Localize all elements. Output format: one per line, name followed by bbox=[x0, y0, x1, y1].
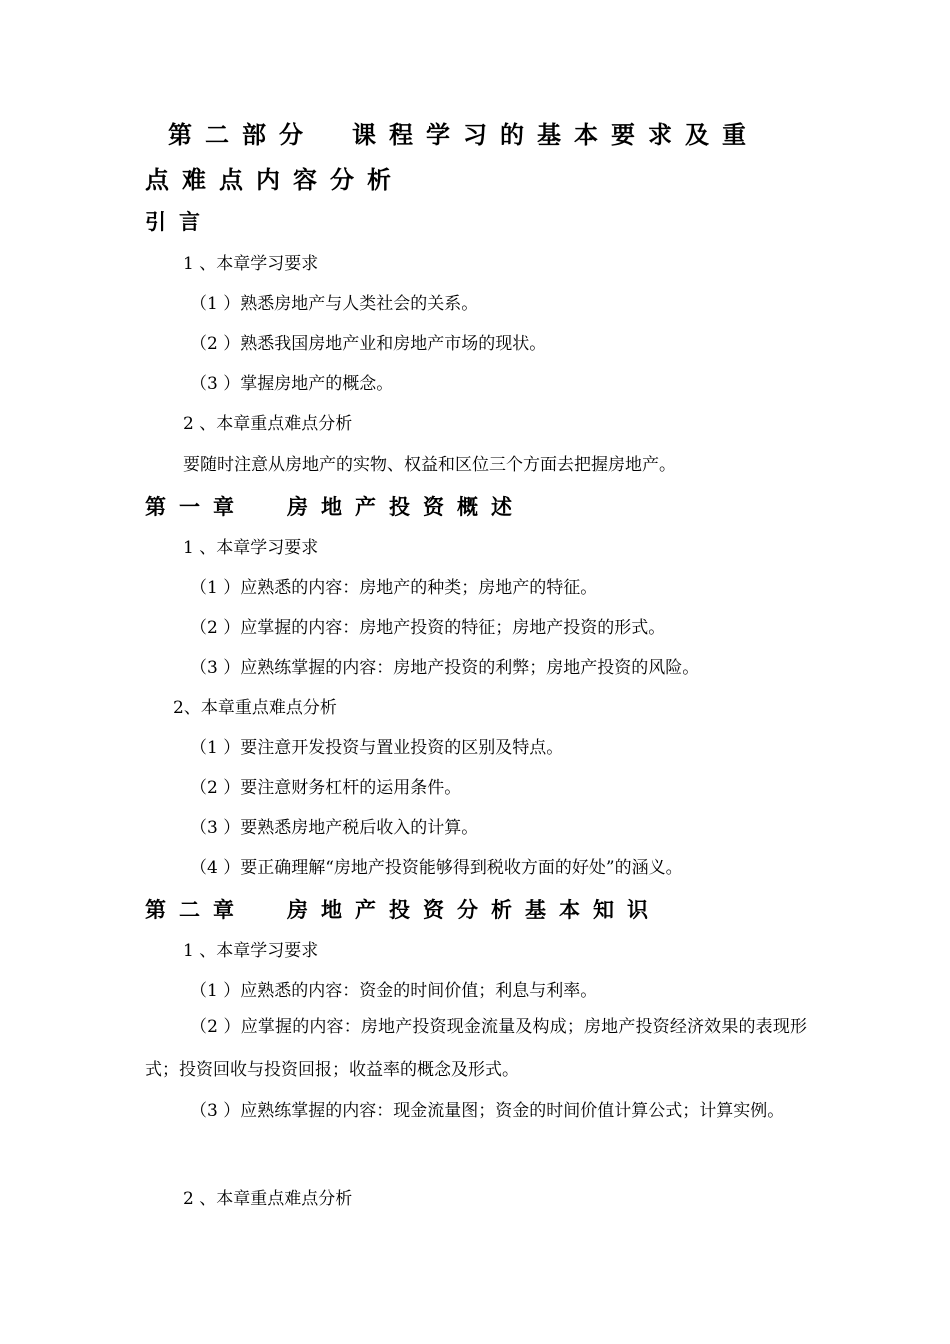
part-title-line1 bbox=[168, 115, 808, 150]
ch2-req-title: 1 、本章学习要求 bbox=[183, 941, 319, 961]
ch1-req-item: （2 ）应掌握的内容：房地产投资的特征；房地产投资的形式。 bbox=[190, 618, 666, 638]
part-title-text: 课程学习的基本要求及重 bbox=[352, 120, 759, 149]
ch1-heading bbox=[145, 491, 525, 521]
ch2-heading bbox=[145, 894, 661, 924]
ch1-key-item: （3 ）要熟悉房地产税后收入的计算。 bbox=[190, 818, 479, 838]
part-title-line2: 点难点内容分析 bbox=[145, 165, 404, 194]
ch2-heading-title: 房地产投资分析基本知识 bbox=[287, 897, 661, 922]
ch2-req-item: （2 ）应掌握的内容：房地产投资现金流量及构成；房地产投资经济效果的表现形式；投资回收与投资回报；收益率的概念及形式。 bbox=[145, 1017, 807, 1080]
intro-req-title: 1 、本章学习要求 bbox=[183, 254, 319, 274]
ch1-key-item: （4 ）要正确理解“房地产投资能够得到税收方面的好处”的涵义。 bbox=[190, 858, 683, 878]
ch1-key-title: 2、本章重点难点分析 bbox=[173, 698, 337, 718]
ch2-req-item: （3 ）应熟练掌握的内容：现金流量图；资金的时间价值计算公式；计算实例。 bbox=[190, 1101, 785, 1121]
intro-req-item: （1 ）熟悉房地产与人类社会的关系。 bbox=[190, 294, 479, 314]
intro-key-title: 2 、本章重点难点分析 bbox=[183, 414, 353, 434]
intro-key-text: 要随时注意从房地产的实物、权益和区位三个方面去把握房地产。 bbox=[183, 455, 676, 475]
ch1-heading-title: 房地产投资概述 bbox=[287, 494, 525, 519]
ch2-key-title: 2 、本章重点难点分析 bbox=[183, 1189, 353, 1209]
part-label: 第二部分 bbox=[168, 120, 316, 149]
ch1-req-item: （1 ）应熟悉的内容：房地产的种类；房地产的特征。 bbox=[190, 578, 598, 598]
ch2-req-item: （1 ）应熟悉的内容：资金的时间价值；利息与利率。 bbox=[190, 981, 598, 1001]
intro-req-item: （2 ）熟悉我国房地产业和房地产市场的现状。 bbox=[190, 334, 547, 354]
intro-req-item: （3 ）掌握房地产的概念。 bbox=[190, 374, 394, 394]
ch1-req-title: 1 、本章学习要求 bbox=[183, 538, 319, 558]
ch2-heading-num: 第二章 bbox=[145, 897, 247, 922]
ch1-key-item: （1 ）要注意开发投资与置业投资的区别及特点。 bbox=[190, 738, 564, 758]
ch1-req-item: （3 ）应熟练掌握的内容：房地产投资的利弊；房地产投资的风险。 bbox=[190, 658, 700, 678]
intro-heading: 引言 bbox=[145, 209, 213, 234]
ch1-key-item: （2 ）要注意财务杠杆的运用条件。 bbox=[190, 778, 462, 798]
ch1-heading-num: 第一章 bbox=[145, 494, 247, 519]
